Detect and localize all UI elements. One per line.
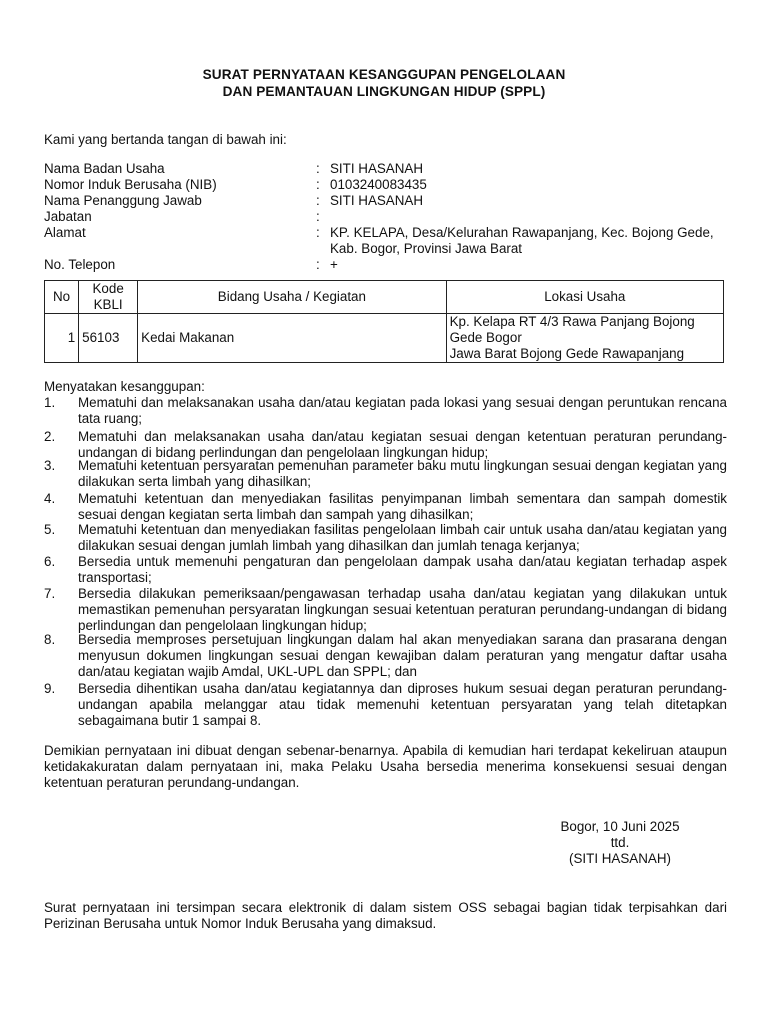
field-colon: : — [316, 177, 320, 192]
field-label-alamat: Alamat — [44, 225, 86, 240]
table-header-row — [45, 281, 724, 314]
field-value-penanggung-jawab: SITI HASANAH — [330, 193, 424, 208]
field-label-penanggung-jawab: Nama Penanggung Jawab — [44, 193, 202, 208]
list-item — [44, 586, 727, 634]
list-item-text: Bersedia dilakukan pemeriksaan/pengawasan terhadap usaha dan/atau kegiatan yang dilakukan untuk memastikan pemenuhan persyaratan lingkungan sesuai ketentuan peraturan perundang-undangan di bidang perlindungan dan pengelolaan lingkungan hidup; — [78, 586, 727, 633]
document-title-line1: SURAT PERNYATAAN KESANGGUPAN PENGELOLAAN — [202, 67, 566, 82]
statement-heading: Menyatakan kesanggupan: — [44, 379, 205, 394]
field-label-nama-badan-usaha: Nama Badan Usaha — [44, 161, 165, 176]
table-row — [45, 314, 724, 363]
list-item — [44, 632, 727, 680]
list-item-number: 5. — [44, 522, 56, 537]
list-item-number: 3. — [44, 458, 56, 473]
list-item — [44, 681, 727, 729]
list-item — [44, 458, 727, 490]
list-item-number: 4. — [44, 491, 56, 506]
list-item — [44, 429, 727, 461]
header-bidang-usaha: Bidang Usaha / Kegiatan — [138, 281, 446, 314]
list-item-text: Bersedia dihentikan usaha dan/atau kegiatannya dan diproses hukum sesuai degan peraturan perundang-undangan apabila melanggar atau tidak memenuhi ketentuan persyaratan yang telah ditetapkan sebagaimana butir 1 sampai 8. — [78, 681, 727, 728]
cell-bidang-usaha: Kedai Makanan — [138, 314, 446, 363]
list-item-text: Mematuhi ketentuan dan menyediakan fasilitas penyimpanan limbah sementara dan sampah domestik sesuai dengan kegiatan serta limbah dan sampah yang dihasilkan; — [78, 491, 727, 522]
field-colon: : — [316, 225, 320, 240]
list-item — [44, 522, 727, 554]
field-label-nib: Nomor Induk Berusaha (NIB) — [44, 177, 217, 192]
header-no: No — [45, 281, 79, 314]
cell-kode-kbli: 56103 — [79, 314, 138, 363]
list-item-text: Mematuhi ketentuan persyaratan pemenuhan parameter baku mutu lingkungan sesuai dengan kegiatan yang dilakukan serta limbah yang dihasilkan; — [78, 458, 727, 489]
list-item-text: Bersedia untuk memenuhi pengaturan dan pengelolaan dampak usaha dan/atau kegiatan terhadap aspek transportasi; — [78, 554, 727, 585]
field-colon: : — [316, 209, 320, 224]
footer-note: Surat pernyataan ini tersimpan secara elektronik di dalam sistem OSS sebagai bagian tidak terpisahkan dari Perizinan Berusaha untuk Nomor Induk Berusaha yang dimaksud. — [44, 900, 727, 931]
kbli-table — [44, 280, 724, 363]
closing-paragraph: Demikian pernyataan ini dibuat dengan sebenar-benarnya. Apabila di kemudian hari terdapat kekeliruan ataupun ketidakakuratan dalam pernyataan ini, maka Pelaku Usaha bersedia menerima konsekuensi sesuai dengan ketentuan peraturan perundang-undangan. — [44, 743, 727, 790]
list-item-text: Mematuhi dan melaksanakan usaha dan/atau kegiatan pada lokasi yang sesuai dengan peruntukan rencana tata ruang; — [78, 395, 727, 426]
field-value-nib: 0103240083435 — [330, 177, 427, 192]
signature-place-date: Bogor, 10 Juni 2025 — [560, 819, 680, 834]
list-item-text: Mematuhi dan melaksanakan usaha dan/atau kegiatan sesuai dengan ketentuan peraturan perundang-undangan di bidang perlindungan dan pengelolaan lingkungan hidup; — [78, 429, 727, 460]
cell-no: 1 — [45, 314, 79, 363]
field-value-nama-badan-usaha: SITI HASANAH — [330, 161, 424, 176]
list-item-text: Mematuhi ketentuan dan menyediakan fasilitas pengelolaan limbah cair untuk usaha dan/atau kegiatan yang dilakukan sesuai dengan jumlah limbah yang dihasilkan dan jumlah tenaga kerjanya; — [78, 522, 727, 553]
lokasi-line2: Jawa Barat Bojong Gede Rawapanjang — [449, 346, 685, 361]
document-title-line2: DAN PEMANTAUAN LINGKUNGAN HIDUP (SPPL) — [222, 84, 546, 99]
lokasi-line1: Kp. Kelapa RT 4/3 Rawa Panjang Bojong Gede Bogor — [449, 314, 695, 345]
field-colon: : — [316, 193, 320, 208]
field-label-jabatan: Jabatan — [44, 209, 92, 224]
header-kode-kbli: Kode KBLI — [79, 281, 138, 314]
list-item-number: 6. — [44, 554, 56, 569]
list-item-number: 8. — [44, 632, 56, 647]
list-item — [44, 395, 727, 427]
field-label-telepon: No. Telepon — [44, 257, 116, 272]
field-colon: : — [316, 257, 320, 272]
field-value-alamat: KP. KELAPA, Desa/Kelurahan Rawapanjang, Kec. Bojong Gede, Kab. Bogor, Provinsi Jawa Barat — [330, 225, 714, 256]
signature-name: (SITI HASANAH) — [569, 851, 671, 866]
field-colon: : — [316, 161, 320, 176]
signature-ttd: ttd. — [610, 835, 630, 850]
list-item-number: 2. — [44, 429, 56, 444]
intro-text: Kami yang bertanda tangan di bawah ini: — [44, 132, 287, 147]
list-item-number: 7. — [44, 586, 56, 601]
list-item — [44, 554, 727, 586]
list-item-number: 9. — [44, 681, 56, 696]
field-value-telepon: + — [330, 257, 338, 272]
cell-lokasi-usaha — [446, 314, 723, 363]
list-item — [44, 491, 727, 523]
list-item-text: Bersedia memproses persetujuan lingkungan dalam hal akan menyediakan sarana dan prasarana dengan menyusun dokumen lingkungan sesuai dengan kewajiban dalam peraturan yang mengatur daftar usaha dan/atau kegiatan wajib Amdal, UKL-UPL dan SPPL; dan — [78, 632, 727, 679]
header-lokasi-usaha: Lokasi Usaha — [446, 281, 723, 314]
list-item-number: 1. — [44, 395, 56, 410]
